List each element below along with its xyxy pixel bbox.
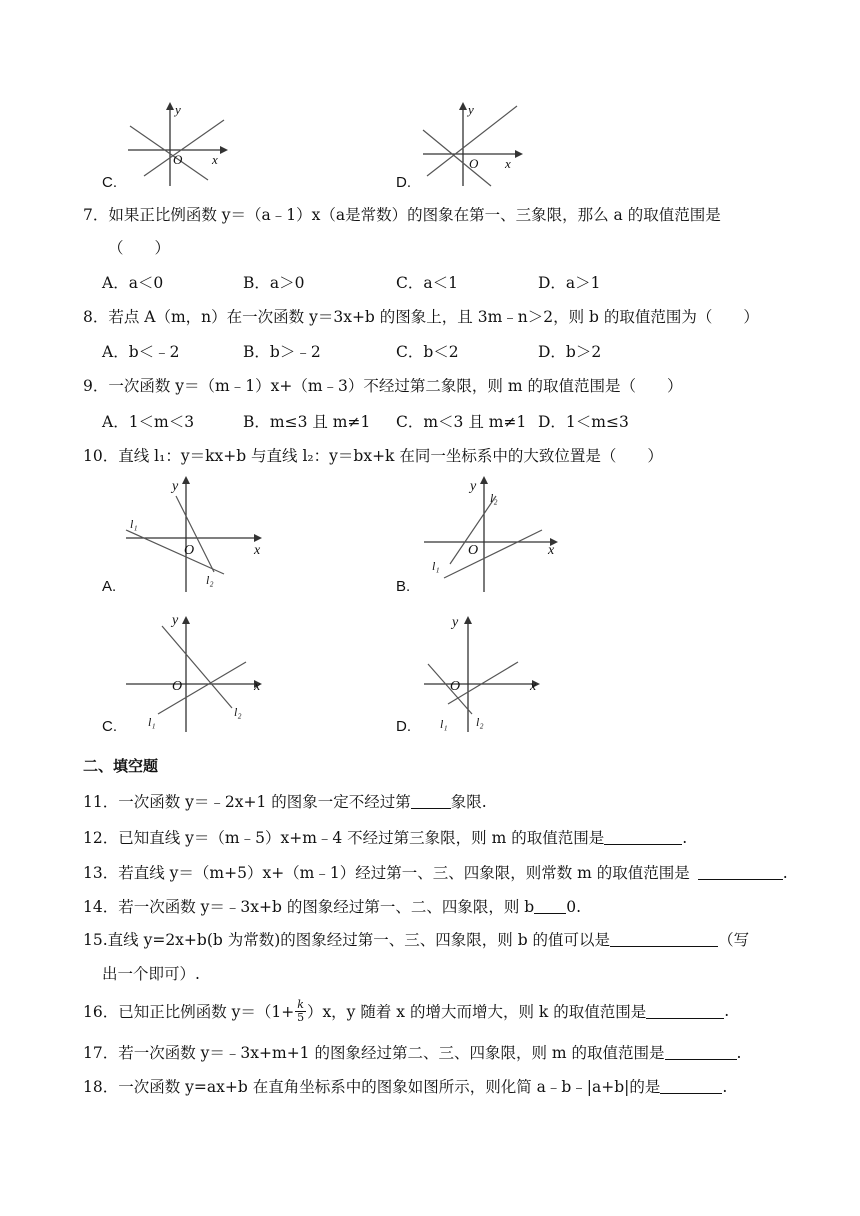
- q10-option-d[interactable]: D.: [396, 718, 411, 735]
- q11-blank[interactable]: [411, 794, 451, 809]
- svg-text:x: x: [548, 543, 555, 558]
- q6-option-d[interactable]: D.: [396, 174, 411, 191]
- q9-stem: 9．一次函数 y＝（m﹣1）x+（m﹣3）不经过第二象限，则 m 的取值范围是（ ）: [83, 377, 683, 395]
- q12-blank[interactable]: [604, 830, 682, 845]
- q18-blank[interactable]: [660, 1079, 722, 1094]
- q7-stem: 7．如果正比例函数 y＝（a﹣1）x（a是常数）的图象在第一、三象限，那么 a 的取值范围是: [83, 206, 721, 224]
- svg-text:y: y: [468, 102, 474, 117]
- q10-graph-b: [420, 472, 565, 594]
- svg-text:y: y: [452, 615, 459, 630]
- q8-stem: 8．若点 A（m，n）在一次函数 y＝3x+b 的图象上，且 3m﹣n＞2，则 b 的取值范围为（ ）: [83, 308, 759, 326]
- q8-option-d[interactable]: D．b＞2: [538, 343, 602, 361]
- q13-blank[interactable]: [698, 865, 783, 880]
- q17-blank[interactable]: [665, 1045, 737, 1060]
- q17: 17．若一次函数 y＝﹣3x+m+1 的图象经过第二、三、四象限，则 m 的取值范围是 .: [83, 1044, 742, 1062]
- q16: 16．已知正比例函数 y＝（1+ $\frac{k}{5}$ ）x，y 随着 x 的增大而增大，则 k 的取值范围是 .: [83, 997, 730, 1024]
- fraction-k-over-5: $\frac{k}{5}$: [297, 997, 305, 1024]
- q9-option-d[interactable]: D．1＜m≤3: [538, 413, 629, 431]
- svg-text:O: O: [469, 156, 479, 171]
- svg-text:x: x: [212, 152, 218, 167]
- svg-text:l₁: l₁: [432, 559, 440, 573]
- svg-text:l₂: l₂: [490, 491, 498, 505]
- svg-text:y: y: [470, 479, 477, 494]
- svg-text:O: O: [172, 679, 183, 694]
- q10-option-a[interactable]: A.: [102, 578, 117, 595]
- q8-option-c[interactable]: C．b＜2: [396, 343, 459, 361]
- svg-text:O: O: [468, 543, 479, 558]
- q8-option-b[interactable]: B．b＞﹣2: [243, 343, 321, 361]
- q7-option-b[interactable]: B．a＞0: [243, 274, 305, 292]
- q7-option-a[interactable]: A．a＜0: [102, 274, 164, 292]
- q7-option-c[interactable]: C．a＜1: [396, 274, 458, 292]
- svg-text:x: x: [530, 679, 537, 694]
- svg-text:l₁: l₁: [440, 717, 448, 731]
- q15-blank[interactable]: [610, 932, 718, 947]
- q14-blank[interactable]: [534, 899, 566, 914]
- q18: 18．一次函数 y=ax+b 在直角坐标系中的图象如图所示，则化简 a﹣b﹣|a+b|的是 .: [83, 1078, 728, 1096]
- svg-text:x: x: [254, 679, 261, 694]
- q11: 11．一次函数 y＝﹣2x+1 的图象一定不经过第 象限.: [83, 793, 487, 811]
- q6-graph-c: [120, 100, 230, 190]
- svg-text:O: O: [450, 679, 461, 694]
- q12: 12．已知直线 y＝（m﹣5）x+m﹣4 不经过第三象限，则 m 的取值范围是 .: [83, 829, 688, 847]
- svg-text:O: O: [184, 543, 195, 558]
- q10-stem: 10．直线 l₁：y＝kx+b 与直线 l₂：y＝bx+k 在同一坐标系中的大致位置是（ ）: [83, 447, 663, 465]
- q10-graph-c: [122, 612, 267, 734]
- svg-text:x: x: [505, 156, 511, 171]
- svg-text:x: x: [254, 543, 261, 558]
- svg-text:l₂: l₂: [234, 705, 242, 719]
- svg-text:l₁: l₁: [148, 715, 156, 729]
- section-title-fill-in: 二、填空题: [83, 757, 159, 775]
- q7-option-d[interactable]: D．a＞1: [538, 274, 601, 292]
- q9-option-b[interactable]: B．m≤3 且 m≠1: [243, 413, 371, 431]
- q13: 13．若直线 y＝（m+5）x+（m﹣1）经过第一、三、四象限，则常数 m 的取值范围是 .: [83, 864, 788, 882]
- q7-paren: （ ）: [108, 239, 171, 257]
- svg-text:l₁: l₁: [130, 517, 138, 531]
- q10-option-c[interactable]: C.: [102, 718, 117, 735]
- q6-option-c[interactable]: C.: [102, 174, 117, 191]
- svg-text:l₂: l₂: [476, 715, 484, 729]
- q9-option-a[interactable]: A．1＜m＜3: [102, 413, 195, 431]
- q16-blank[interactable]: [646, 1004, 724, 1019]
- q15-cont: 出一个即可）.: [102, 965, 200, 983]
- svg-text:y: y: [175, 102, 181, 117]
- q15: 15.直线 y=2x+b(b 为常数)的图象经过第一、三、四象限，则 b 的值可以是 （写: [83, 931, 750, 949]
- svg-text:O: O: [173, 152, 183, 167]
- svg-text:l₂: l₂: [206, 573, 214, 587]
- svg-text:y: y: [172, 479, 179, 494]
- q6-graph-d: [415, 100, 525, 190]
- q9-option-c[interactable]: C．m＜3 且 m≠1: [396, 413, 527, 431]
- q10-option-b[interactable]: B.: [396, 578, 411, 595]
- svg-text:y: y: [172, 613, 179, 628]
- q8-option-a[interactable]: A．b＜﹣2: [102, 343, 180, 361]
- q10-graph-d: [420, 612, 550, 734]
- q10-graph-a: [122, 472, 267, 594]
- q14: 14．若一次函数 y＝﹣3x+b 的图象经过第一、二、四象限，则 b 0.: [83, 898, 581, 916]
